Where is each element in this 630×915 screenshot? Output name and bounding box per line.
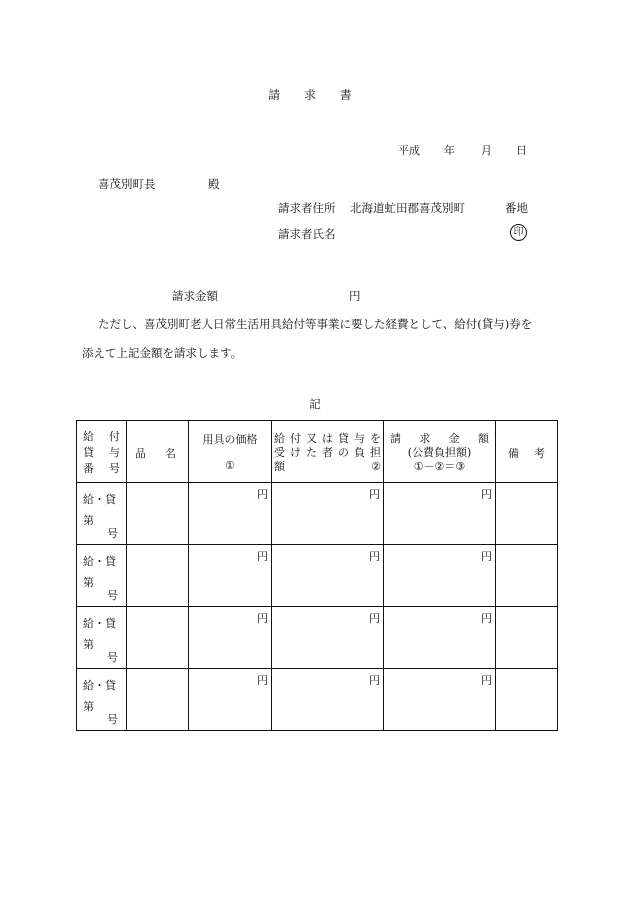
header-text: 番 — [83, 462, 94, 475]
voucher-suffix: 号 — [107, 527, 118, 540]
note-heading: 記 — [309, 397, 321, 411]
header-text: 品 — [135, 447, 146, 460]
yen-unit: 円 — [369, 550, 380, 563]
burden-cell[interactable] — [272, 483, 384, 545]
header-text: 請 — [390, 432, 401, 445]
voucher-prefix: 第 — [83, 514, 94, 527]
voucher-prefix: 第 — [83, 638, 94, 651]
remarks-cell[interactable] — [496, 607, 558, 669]
voucher-cell[interactable] — [77, 669, 127, 731]
addressee-honorific: 殿 — [208, 177, 220, 191]
yen-unit: 円 — [369, 674, 380, 687]
yen-unit: 円 — [481, 550, 492, 563]
header-text: 与 — [354, 432, 365, 445]
date-day: 日 — [516, 144, 527, 157]
burden-cell[interactable] — [272, 607, 384, 669]
header-text: 貸 — [338, 432, 349, 445]
header-marker: ① — [225, 459, 235, 472]
burden-cell[interactable] — [272, 545, 384, 607]
header-text: 貸 — [83, 446, 94, 459]
header-text: け — [290, 446, 301, 459]
header-price — [189, 421, 272, 483]
header-text: 又 — [306, 432, 317, 445]
claimant-address-suffix: 番地 — [505, 201, 528, 215]
yen-unit: 円 — [481, 488, 492, 501]
table-row — [77, 607, 558, 669]
body-text-line1: ただし、喜茂別町老人日常生活用具給付等事業に要した経費として、給付(貸与)券を — [98, 317, 533, 331]
voucher-prefix: 第 — [83, 576, 94, 589]
header-text: 金 — [448, 432, 460, 445]
price-cell[interactable] — [189, 669, 272, 731]
remarks-cell[interactable] — [496, 669, 558, 731]
yen-unit: 円 — [369, 488, 380, 501]
remarks-cell[interactable] — [496, 545, 558, 607]
claim-cell[interactable] — [384, 483, 496, 545]
yen-unit: 円 — [257, 550, 268, 563]
item-name-cell[interactable] — [127, 669, 189, 731]
header-text: 額 — [477, 432, 489, 445]
seal-mark: 印 — [510, 224, 527, 241]
header-text: た — [306, 446, 317, 459]
voucher-cell[interactable] — [77, 545, 127, 607]
claim-cell[interactable] — [384, 545, 496, 607]
yen-unit: 円 — [257, 612, 268, 625]
header-text: 備 — [508, 447, 519, 460]
yen-unit: 円 — [257, 674, 268, 687]
header-text: 受 — [274, 446, 285, 459]
header-text: 与 — [109, 446, 120, 459]
price-cell[interactable] — [189, 607, 272, 669]
header-text: 者 — [322, 446, 333, 459]
yen-unit: 円 — [257, 488, 268, 501]
header-text: 付 — [109, 430, 120, 443]
voucher-type: 給・貸 — [83, 617, 116, 630]
price-cell[interactable] — [189, 545, 272, 607]
amount-label: 請求金額 — [172, 289, 218, 303]
voucher-prefix: 第 — [83, 700, 94, 713]
header-text: 給 — [83, 430, 94, 443]
voucher-type: 給・貸 — [83, 555, 116, 568]
header-text: 額 — [274, 460, 285, 473]
body-text-line2: 添えて上記金額を請求します。 — [82, 346, 243, 360]
table-header-row — [77, 421, 558, 483]
table-row — [77, 483, 558, 545]
remarks-cell[interactable] — [496, 483, 558, 545]
yen-unit: 円 — [481, 674, 492, 687]
header-item-name — [127, 421, 189, 483]
claimant-name-label: 請求者氏名 — [278, 227, 336, 241]
item-name-cell[interactable] — [127, 607, 189, 669]
header-formula: ①－②＝③ — [413, 460, 466, 473]
claim-cell[interactable] — [384, 669, 496, 731]
price-cell[interactable] — [189, 483, 272, 545]
voucher-suffix: 号 — [107, 651, 118, 664]
voucher-suffix: 号 — [107, 713, 118, 726]
header-marker: ② — [371, 460, 381, 473]
document-title: 請 求 書 — [268, 88, 362, 102]
header-text: 負 — [354, 446, 365, 459]
header-text: 号 — [109, 462, 120, 475]
claimant-address-value: 北海道虻田郡喜茂別町 — [350, 201, 465, 215]
header-claim-amount — [384, 421, 496, 483]
table-row — [77, 545, 558, 607]
addressee-name: 喜茂別町長 — [98, 177, 156, 191]
date-month: 月 — [481, 144, 492, 157]
header-text: の — [338, 446, 349, 459]
yen-unit: 円 — [369, 612, 380, 625]
voucher-type: 給・貸 — [83, 493, 116, 506]
yen-unit: 円 — [481, 612, 492, 625]
header-recipient-burden — [272, 421, 384, 483]
burden-cell[interactable] — [272, 669, 384, 731]
date-era: 平成 — [398, 144, 420, 157]
claim-table — [76, 420, 558, 731]
table-row — [77, 669, 558, 731]
header-text: 名 — [165, 447, 176, 460]
header-text: 考 — [534, 447, 545, 460]
header-voucher-number — [77, 421, 127, 483]
voucher-suffix: 号 — [107, 589, 118, 602]
voucher-cell[interactable] — [77, 607, 127, 669]
item-name-cell[interactable] — [127, 545, 189, 607]
header-text: (公費負担額) — [407, 446, 472, 459]
voucher-type: 給・貸 — [83, 679, 116, 692]
header-text: 用具の価格 — [202, 433, 258, 446]
item-name-cell[interactable] — [127, 483, 189, 545]
date-year: 年 — [444, 144, 455, 157]
voucher-cell[interactable] — [77, 483, 127, 545]
header-text: 担 — [370, 446, 381, 459]
claim-cell[interactable] — [384, 607, 496, 669]
header-text: 付 — [290, 432, 301, 445]
amount-unit: 円 — [349, 289, 361, 303]
claimant-address-label: 請求者住所 — [278, 201, 336, 215]
header-text: 給 — [274, 432, 285, 445]
header-text: は — [322, 432, 333, 445]
header-remarks — [496, 421, 558, 483]
header-text: を — [370, 432, 381, 445]
header-text: 求 — [419, 432, 431, 445]
